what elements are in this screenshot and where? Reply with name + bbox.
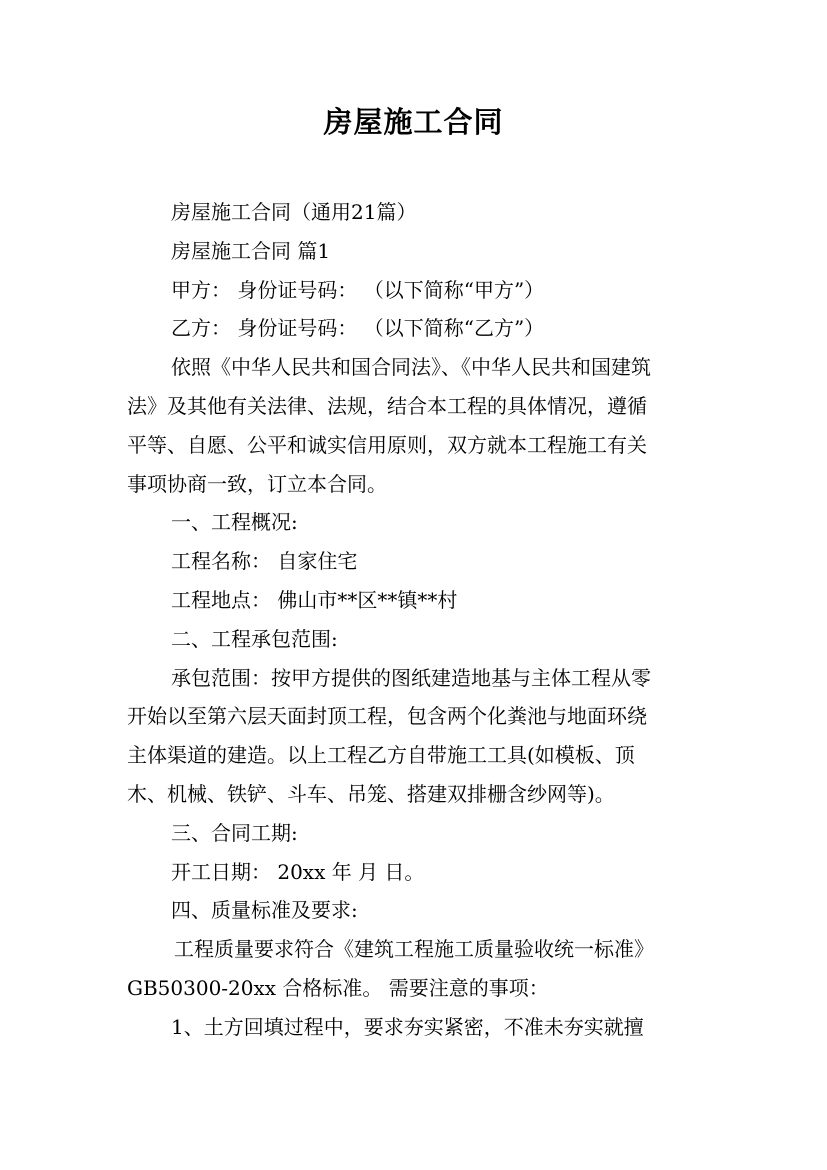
start-date-line: 开工日期： 20xx 年 月 日。	[171, 859, 425, 884]
project-location-line: 工程地点： 佛山市**区**镇**村	[171, 587, 458, 612]
paragraph-line: 开始以至第六层天面封顶工程，包含两个化粪池与地面环绕	[127, 704, 647, 729]
document-body	[127, 193, 717, 1047]
paragraph-line: 1、土方回填过程中，要求夯实紧密，不准未夯实就擅	[171, 1014, 644, 1039]
project-name-line: 工程名称： 自家住宅	[171, 549, 358, 574]
clause-heading: 四、质量标准及要求:	[171, 898, 358, 923]
paragraph-line: 平等、自愿、公平和诚实信用原则，双方就本工程施工有关	[127, 432, 647, 457]
document-title: 房屋施工合同	[323, 105, 504, 139]
paragraph-line: 法》及其他有关法律、法规，结合本工程的具体情况，遵循	[127, 393, 647, 418]
paragraph-line: 主体渠道的建造。以上工程乙方自带施工工具(如模板、顶	[127, 743, 635, 768]
paragraph-line: 事项协商一致，订立本合同。	[127, 471, 387, 496]
subtitle-line: 房屋施工合同（通用21篇）	[171, 200, 417, 224]
paragraph-line: GB50300-20xx 合格标准。 需要注意的事项：	[127, 975, 549, 1000]
paragraph-line: 木、机械、铁铲、斗车、吊笼、搭建双排栅含纱网等)。	[127, 781, 615, 806]
paragraph-line: 工程质量要求符合《建筑工程施工质量验收统一标准》	[174, 937, 654, 962]
section-heading: 房屋施工合同 篇1	[171, 238, 331, 263]
clause-heading: 一、工程概况:	[171, 510, 298, 535]
party-b-line: 乙方： 身份证号码： （以下简称“乙方”）	[171, 316, 545, 341]
paragraph-line: 承包范围：按甲方提供的图纸建造地基与主体工程从零	[171, 665, 651, 690]
clause-heading: 三、合同工期:	[171, 820, 298, 845]
party-a-line: 甲方： 身份证号码： （以下简称“甲方”）	[171, 277, 545, 302]
clause-heading: 二、工程承包范围:	[171, 626, 338, 651]
paragraph-line: 依照《中华人民共和国合同法》、《中华人民共和国建筑	[171, 355, 651, 380]
